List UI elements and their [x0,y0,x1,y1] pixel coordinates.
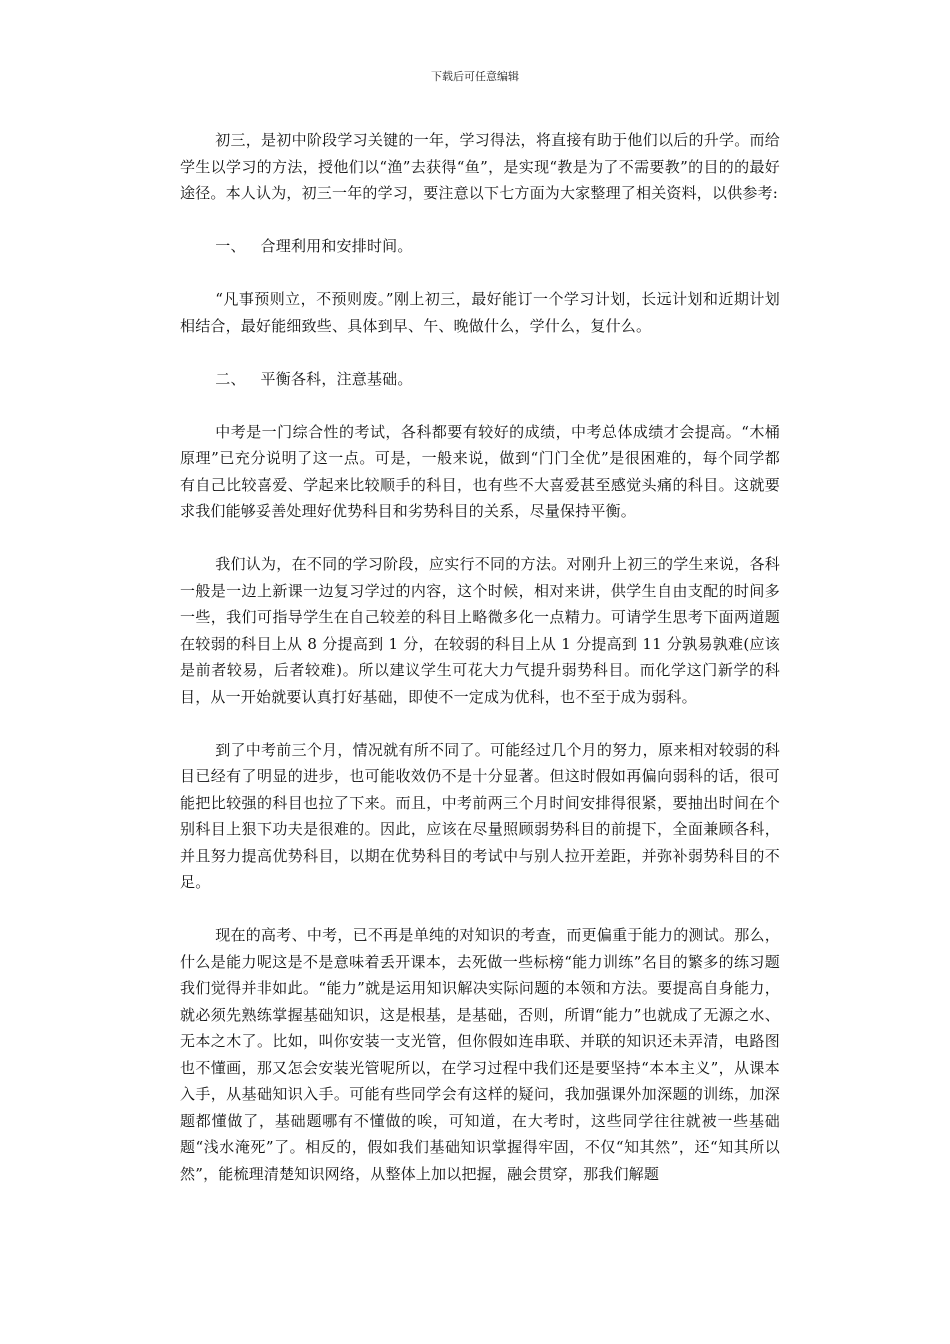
body-paragraph: 现在的高考、中考，已不再是单纯的对知识的考查，而更偏重于能力的测试。那么，什么是能力呢这是不是意味着丢开课本，去死做一些标榜“能力训练”名目的繁多的练习题我们觉得并非如此。“能力”就是运用知识解决实际问题的本领和方法。要提高自身能力，就必须先熟练掌握基础知识，这是根基，是基础，否则，所谓“能力”也就成了无源之水、无本之木了。比如，叫你安装一支光管，但你假如连串联、并联的知识还未弄清，电路图也不懂画，那又怎会安装光管呢所以，在学习过程中我们还是要坚持“本本主义”，从课本入手，从基础知识入手。可能有些同学会有这样的疑问，我加强课外加深题的训练，加深题都懂做了，基础题哪有不懂做的唉，可知道，在大考时，这些同学往往就被一些基础题“浅水淹死”了。相反的，假如我们基础知识掌握得牢固，不仅“知其然”，还“知其所以然”，能梳理清楚知识网络，从整体上加以把握，融会贯穿，那我们解题 [180,926,780,1183]
section-heading-1: 一、 合理利用和安排时间。 [215,237,413,255]
body-paragraph: 到了中考前三个月，情况就有所不同了。可能经过几个月的努力，原来相对较弱的科目已经有了明显的进步，也可能收效仍不是十分显著。但这时假如再偏向弱科的话，很可能把比较强的科目也拉了下来。而且，中考前两三个月时间安排得很紧，要抽出时间在个别科目上狠下功夫是很难的。因此，应该在尽量照顾弱势科目的前提下，全面兼顾各科，并且努力提高优势科目，以期在优势科目的考试中与别人拉开差距，并弥补弱势科目的不足。 [180,740,780,891]
page-header: 下载后可任意编辑 [431,70,519,83]
document-body [180,127,780,1214]
body-paragraph: 我们认为，在不同的学习阶段，应实行不同的方法。对刚升上初三的学生来说，各科一般是一边上新课一边复习学过的内容，这个时候，相对来讲，供学生自由支配的时间多一些，我们可指导学生在自己较差的科目上略微多化一点精力。可请学生思考下面两道题在较弱的科目上从 8 分提高到 1 分，在较弱的科目上从 1 分提高到 11 分孰易孰难(应该是前者较易，后者较难)。所以建议学生可花大力气提升弱势科目。而化学这门新学的科目，从一开始就要认真打好基础，即使不一定成为优科，也不至于成为弱科。 [180,555,780,706]
body-paragraph: “凡事预则立，不预则废。”刚上初三，最好能订一个学习计划，长远计划和近期计划相结合，最好能细致些、具体到早、午、晚做什么，学什么，复什么。 [180,290,780,335]
body-paragraph: 中考是一门综合性的考试，各科都要有较好的成绩，中考总体成绩才会提高。“木桶原理”已充分说明了这一点。可是，一般来说，做到“门门全优”是很困难的，每个同学都有自己比较喜爱、学起来比较顺手的科目，也有些不大喜爱甚至感觉头痛的科目。这就要求我们能够妥善处理好优势科目和劣势科目的关系，尽量保持平衡。 [180,422,780,520]
intro-paragraph: 初三，是初中阶段学习关键的一年，学习得法，将直接有助于他们以后的升学。而给学生以学习的方法，授他们以“渔”去获得“鱼”，是实现“教是为了不需要教”的目的的最好途径。本人认为，初三一年的学习，要注意以下七方面为大家整理了相关资料，以供参考: [180,131,780,202]
section-heading-2: 二、 平衡各科，注意基础。 [215,369,413,388]
